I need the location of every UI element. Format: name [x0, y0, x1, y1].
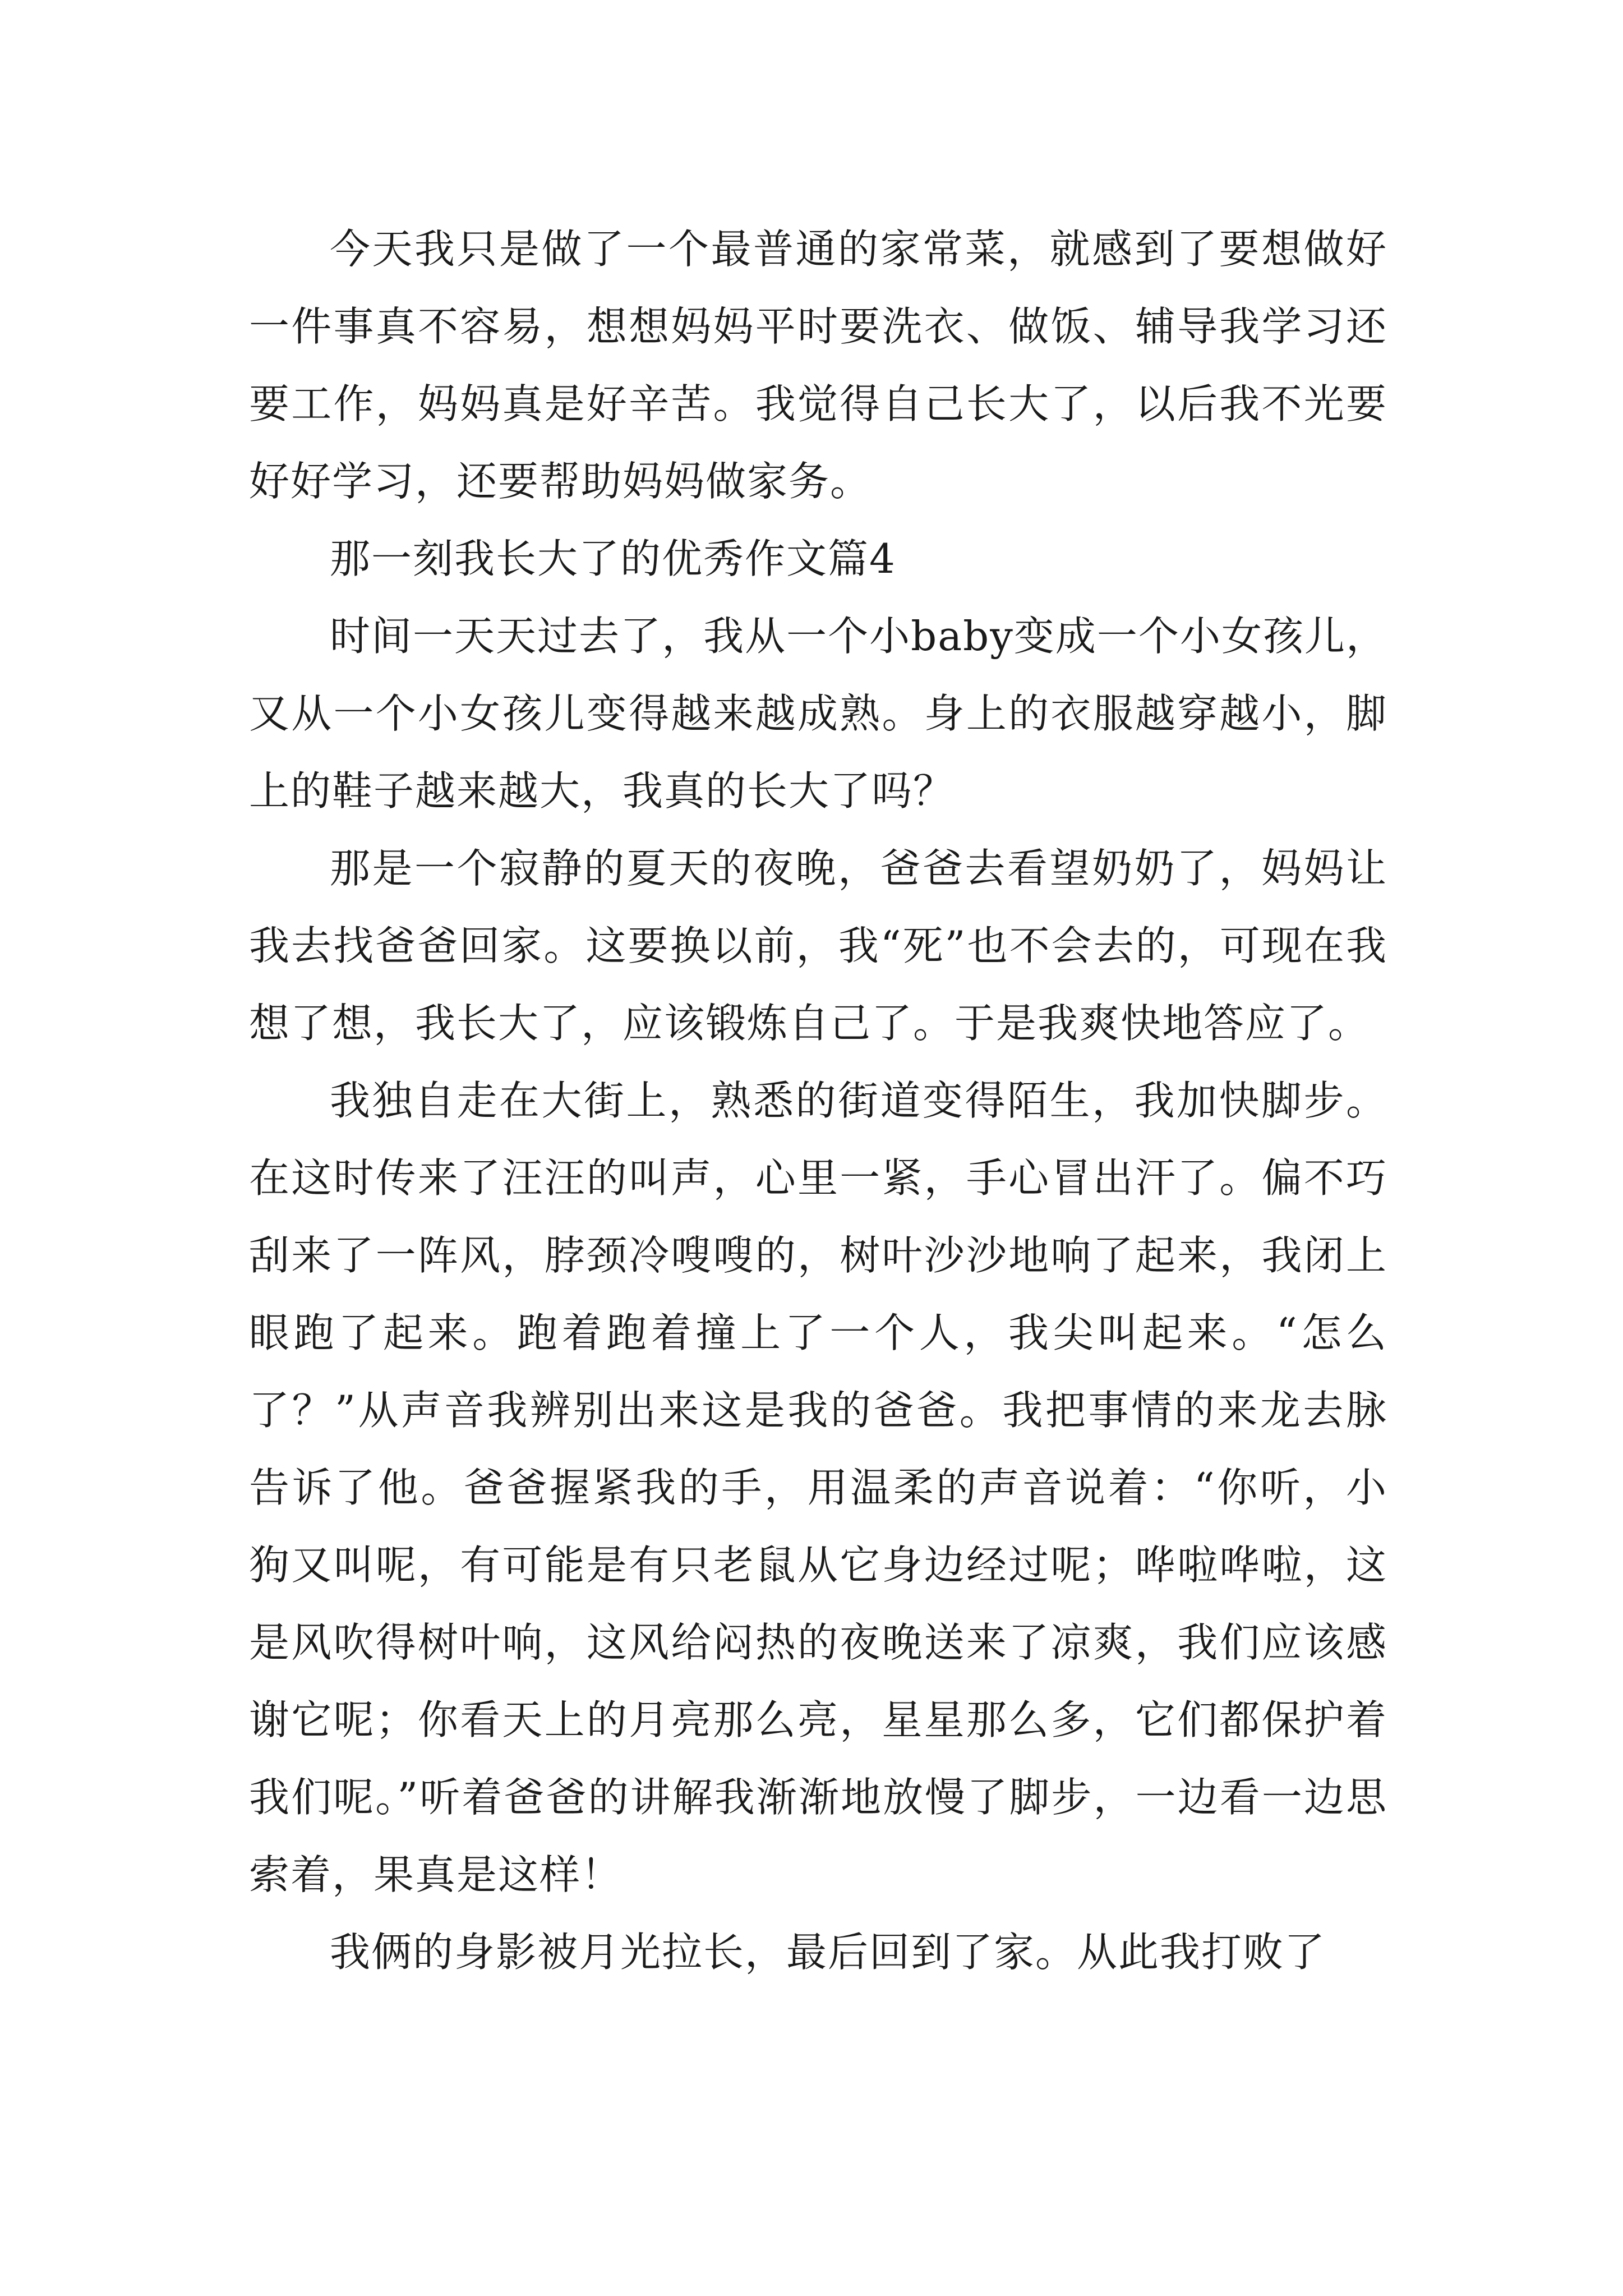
paragraph-2: 时间一天天过去了，我从一个小baby变成一个小女孩儿，又从一个小女孩儿变得越来越成熟。身上的衣服越穿越小，脚上的鞋子越来越大，我真的长大了吗？	[249, 613, 1387, 815]
paragraph-5: 我俩的身影被月光拉长，最后回到了家。从此我打败了	[330, 1929, 1326, 1976]
document-body	[249, 210, 1387, 1991]
section-heading: 那一刻我长大了的优秀作文篇4	[330, 535, 896, 582]
paragraph-4: 我独自走在大街上，熟悉的街道变得陌生，我加快脚步。在这时传来了汪汪的叫声，心里一紧，手心冒出汗了。偏不巧刮来了一阵风，脖颈冷嗖嗖的，树叶沙沙地响了起来，我闭上眼跑了起来。跑着跑着撞上了一个人，我尖叫起来。“怎么了？”从声音我辨别出来这是我的爸爸。我把事情的来龙去脉告诉了他。爸爸握紧我的手，用温柔的声音说着：“你听，小狗又叫呢，有可能是有只老鼠从它身边经过呢；哗啦哗啦，这是风吹得树叶响，这风给闷热的夜晚送来了凉爽，我们应该感谢它呢；你看天上的月亮那么亮，星星那么多，它们都保护着我们呢。”听着爸爸的讲解我渐渐地放慢了脚步，一边看一边思索着，果真是这样！	[249, 1077, 1387, 1898]
paragraph-1: 今天我只是做了一个最普通的家常菜，就感到了要想做好一件事真不容易，想想妈妈平时要洗衣、做饭、辅导我学习还要工作，妈妈真是好辛苦。我觉得自己长大了，以后我不光要好好学习，还要帮助妈妈做家务。	[249, 226, 1387, 505]
paragraph-3: 那是一个寂静的夏天的夜晚，爸爸去看望奶奶了，妈妈让我去找爸爸回家。这要换以前，我“死”也不会去的，可现在我想了想，我长大了，应该锻炼自己了。于是我爽快地答应了。	[249, 845, 1387, 1047]
